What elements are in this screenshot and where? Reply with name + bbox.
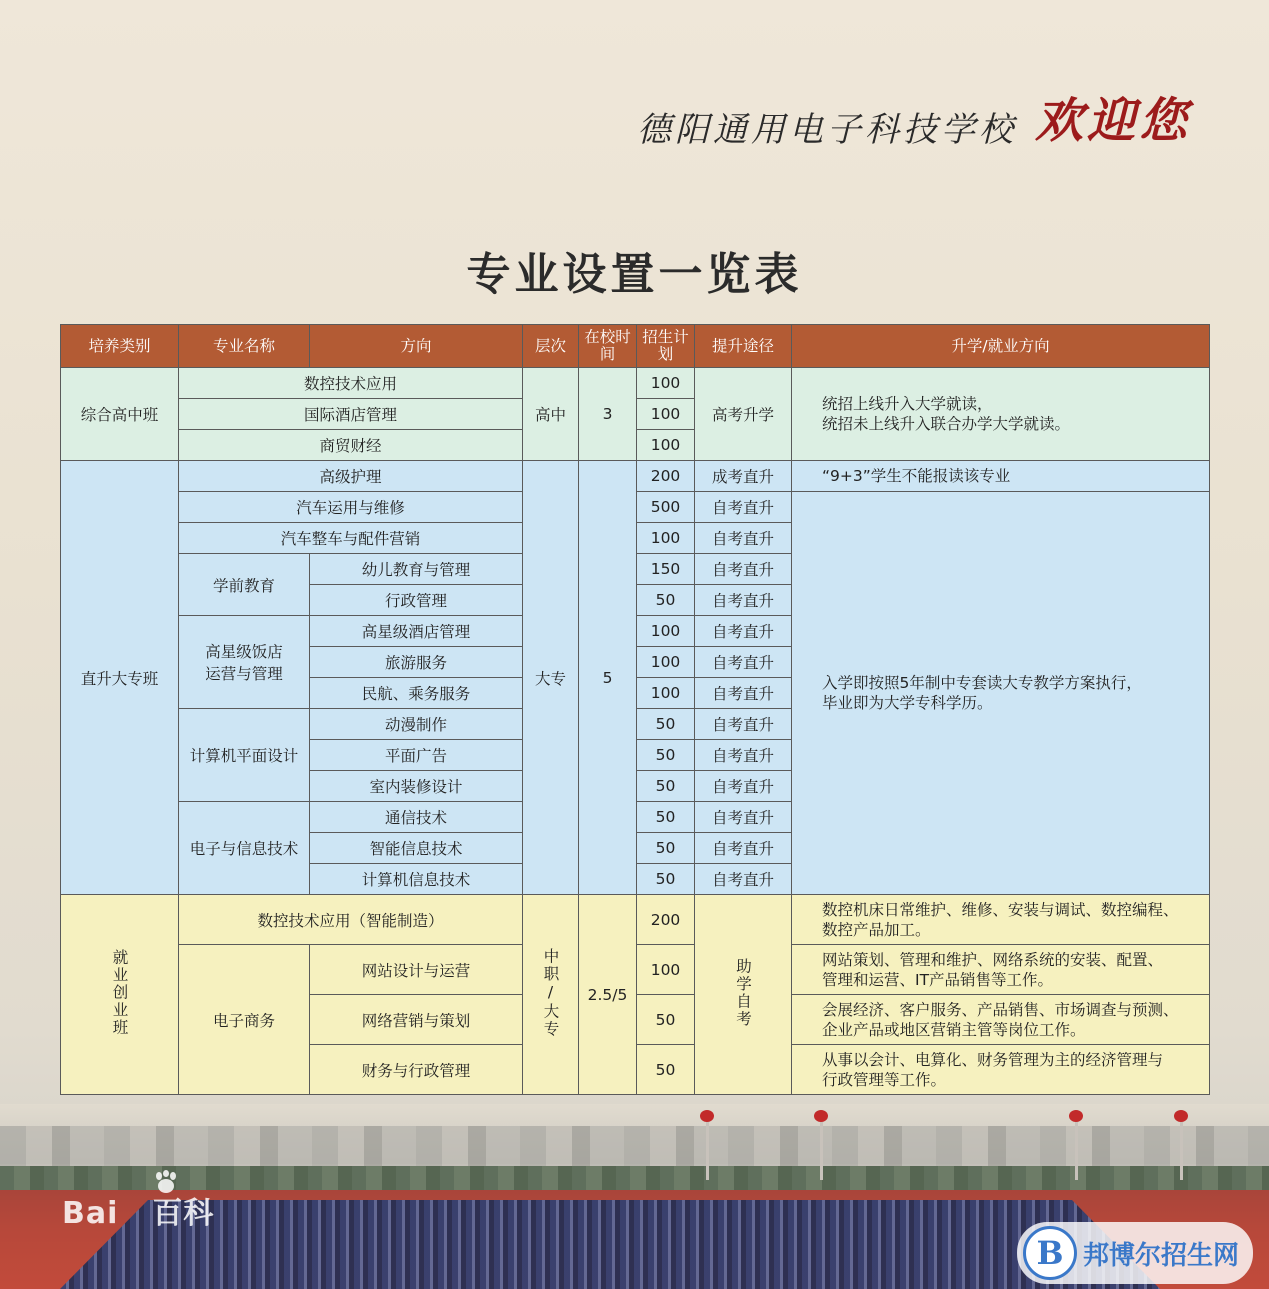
page-title: 专业设置一览表 (466, 249, 803, 300)
header-category: 培养类别 (61, 325, 179, 368)
level-cell: 大专 (523, 461, 579, 895)
outlook-cell: 从事以会计、电算化、财务管理为主的经济管理与 行政管理等工作。 (792, 1045, 1210, 1095)
major-group-line: 高星级饭店 (205, 643, 283, 661)
plan-cell: 500 (637, 492, 695, 523)
path-vertical-text: 助学自考 (734, 957, 752, 1028)
plan-cell: 100 (637, 945, 695, 995)
direction-cell: 行政管理 (310, 585, 523, 616)
outlook-cell: 网站策划、管理和维护、网络系统的安装、配置、 管理和运营、IT产品销售等工作。 (792, 945, 1210, 995)
path-cell: 自考直升 (695, 833, 792, 864)
baidu-watermark (62, 1188, 214, 1232)
lantern-icon (700, 1110, 714, 1122)
category-cell (61, 895, 179, 1095)
plan-cell: 50 (637, 771, 695, 802)
direction-cell: 计算机信息技术 (310, 864, 523, 895)
major-group-cell: 计算机平面设计 (179, 709, 310, 802)
plan-cell: 100 (637, 616, 695, 647)
path-cell: 成考直升 (695, 461, 792, 492)
plan-cell: 150 (637, 554, 695, 585)
path-cell: 自考直升 (695, 802, 792, 833)
plan-cell: 50 (637, 709, 695, 740)
table-row (61, 368, 1210, 399)
major-cell: 高级护理 (179, 461, 523, 492)
outlook-cell: “9+3”学生不能报读该专业 (792, 461, 1210, 492)
plan-cell: 50 (637, 802, 695, 833)
header-direction: 方向 (310, 325, 523, 368)
path-cell: 自考直升 (695, 616, 792, 647)
outlook-cell: 数控机床日常维护、维修、安装与调试、数控编程、 数控产品加工。 (792, 895, 1210, 945)
major-cell: 商贸财经 (179, 430, 523, 461)
path-cell: 自考直升 (695, 864, 792, 895)
header-plan: 招生计划 (637, 325, 695, 368)
direction-cell: 网站设计与运营 (310, 945, 523, 995)
path-cell: 自考直升 (695, 740, 792, 771)
plan-cell: 50 (637, 740, 695, 771)
path-cell: 自考直升 (695, 554, 792, 585)
plan-cell: 50 (637, 585, 695, 616)
outlook-cell: 会展经济、客户服务、产品销售、市场调查与预测、 企业产品或地区营销主管等岗位工作。 (792, 995, 1210, 1045)
lantern-icon (814, 1110, 828, 1122)
path-cell: 自考直升 (695, 771, 792, 802)
direction-cell: 网络营销与策划 (310, 995, 523, 1045)
student-formation (60, 1200, 1160, 1289)
header-level: 层次 (523, 325, 579, 368)
plan-cell: 50 (637, 1045, 695, 1095)
plan-cell: 100 (637, 678, 695, 709)
major-cell: 国际酒店管理 (179, 399, 523, 430)
years-cell: 3 (579, 368, 637, 461)
direction-cell: 幼儿教育与管理 (310, 554, 523, 585)
direction-cell: 动漫制作 (310, 709, 523, 740)
major-group-cell: 电子与信息技术 (179, 802, 310, 895)
level-cell (523, 895, 579, 1095)
plan-cell: 50 (637, 995, 695, 1045)
path-cell: 自考直升 (695, 523, 792, 554)
path-cell: 自考直升 (695, 585, 792, 616)
path-cell: 自考直升 (695, 647, 792, 678)
table-header-row (61, 325, 1210, 368)
major-cell: 汽车整车与配件营销 (179, 523, 523, 554)
outlook-cell: 入学即按照5年制中专套读大专教学方案执行， 毕业即为大学专科学历。 (792, 492, 1210, 895)
major-cell: 数控技术应用（智能制造） (179, 895, 523, 945)
header-major: 专业名称 (179, 325, 310, 368)
path-cell: 自考直升 (695, 492, 792, 523)
direction-cell: 民航、乘务服务 (310, 678, 523, 709)
baidu-text: Bai (62, 1196, 119, 1231)
lantern-pole (1075, 1110, 1078, 1180)
table-row (61, 461, 1210, 492)
major-group-cell (179, 616, 310, 709)
direction-cell: 室内装修设计 (310, 771, 523, 802)
table-row (61, 895, 1210, 945)
years-cell: 5 (579, 461, 637, 895)
direction-cell: 通信技术 (310, 802, 523, 833)
major-cell: 数控技术应用 (179, 368, 523, 399)
plan-cell: 100 (637, 430, 695, 461)
welcome-text: 欢迎您 (1034, 93, 1191, 149)
major-group-line: 运营与管理 (205, 665, 283, 683)
lantern-pole (706, 1110, 709, 1180)
baidu-paw-icon (152, 1170, 180, 1194)
baidu-suffix: 百科 (152, 1196, 215, 1231)
site-name: 邦博尔招生网 (1082, 1240, 1239, 1271)
site-watermark (1017, 1222, 1253, 1284)
plan-cell: 100 (637, 523, 695, 554)
header-years: 在校时间 (579, 325, 637, 368)
path-cell (695, 895, 792, 1095)
site-logo-icon: B (1023, 1226, 1077, 1280)
plan-cell: 200 (637, 895, 695, 945)
header-path: 提升途径 (695, 325, 792, 368)
years-cell: 2.5/5 (579, 895, 637, 1095)
major-group-cell: 学前教育 (179, 554, 310, 616)
lantern-pole (1180, 1110, 1183, 1180)
level-vertical-text: 中职/大专 (541, 947, 560, 1038)
path-cell: 高考升学 (695, 368, 792, 461)
plan-cell: 200 (637, 461, 695, 492)
lantern-icon (1174, 1110, 1188, 1122)
header-outlook: 升学/就业方向 (792, 325, 1210, 368)
lantern-pole (820, 1110, 823, 1180)
level-cell: 高中 (523, 368, 579, 461)
major-group-cell: 电子商务 (179, 945, 310, 1095)
plan-cell: 100 (637, 647, 695, 678)
plan-cell: 50 (637, 864, 695, 895)
path-cell: 自考直升 (695, 678, 792, 709)
direction-cell: 财务与行政管理 (310, 1045, 523, 1095)
major-table (60, 324, 1209, 1095)
direction-cell: 高星级酒店管理 (310, 616, 523, 647)
direction-cell: 平面广告 (310, 740, 523, 771)
path-cell: 自考直升 (695, 709, 792, 740)
school-name: 德阳通用电子科技学校 (636, 110, 1017, 150)
school-header (637, 82, 1191, 151)
plan-cell: 100 (637, 368, 695, 399)
plan-cell: 50 (637, 833, 695, 864)
lantern-icon (1069, 1110, 1083, 1122)
category-cell: 综合高中班 (61, 368, 179, 461)
category-vertical-text: 就业创业班 (110, 948, 129, 1037)
outlook-cell: 统招上线升入大学就读， 统招未上线升入联合办学大学就读。 (792, 368, 1210, 461)
category-cell: 直升大专班 (61, 461, 179, 895)
direction-cell: 旅游服务 (310, 647, 523, 678)
direction-cell: 智能信息技术 (310, 833, 523, 864)
major-cell: 汽车运用与维修 (179, 492, 523, 523)
plan-cell: 100 (637, 399, 695, 430)
